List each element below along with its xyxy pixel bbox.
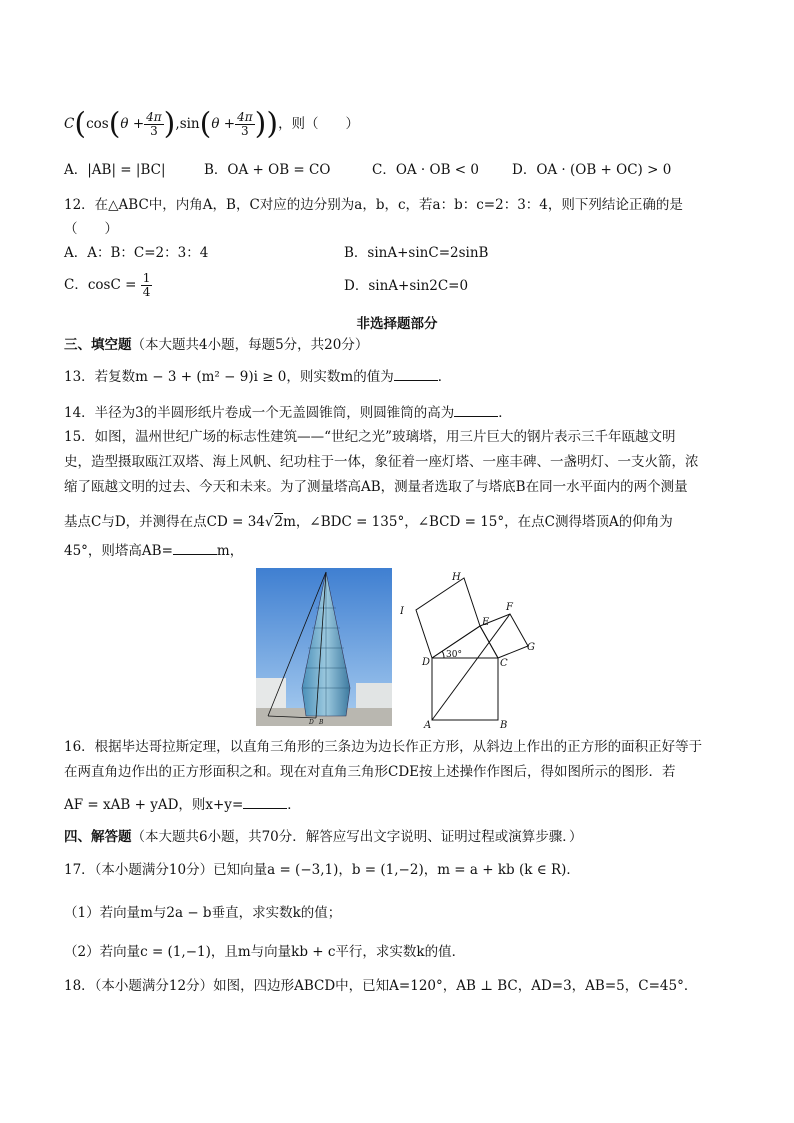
q17-sub2: （2）若向量c = (1,−1)，且m与向量kb + c平行，求实数k的值．	[64, 944, 466, 960]
q12-option-c[interactable]	[64, 268, 152, 302]
triangle-dec	[432, 626, 498, 658]
photo-label-b: B	[319, 719, 324, 726]
photo-label-d: D	[309, 719, 314, 726]
q15-line3: 缩了瓯越文明的过去、今天和未来。为了测量塔高AB，测量者选取了与塔底B在同一水平面内的两个测量	[64, 479, 688, 495]
q12-option-b[interactable]: B．sinA+sinC=2sinB	[344, 245, 489, 261]
label-angle-30: 30°	[446, 650, 462, 660]
q11-point-c: C(cos(θ + $\frac{4\pi}{3}$ ),sin(θ + $\frac{4\pi}{3}$ ))，则（ ）	[64, 106, 360, 142]
q11-option-d[interactable]: D．OA · (OB + OC) > 0	[512, 162, 672, 178]
q12-option-d[interactable]: D．sinA+sin2C=0	[344, 278, 469, 294]
square-abcd	[432, 658, 498, 720]
tower-photo	[256, 568, 392, 726]
q12-answer-paren: （ ）	[64, 221, 118, 237]
q17-stem: 17．（本小题满分10分）已知向量a = (−3,1)，b = (1,−2)，m = a + kb (k ∈ R)．	[64, 862, 580, 878]
q12-option-a[interactable]: A．A：B：C=2：3：4	[64, 245, 209, 261]
q12-stem: 12．在△ABC中，内角A，B，C对应的边分别为a，b，c，若a：b：c=2：3：4，则下列结论正确的是	[64, 197, 683, 213]
q16-line2: 在两直角边作出的正方形面积之和。现在对直角三角形CDE按上述操作作图后，得如图所示的图形．若	[64, 764, 676, 780]
q11-frac-2	[235, 111, 255, 138]
q15-line5	[64, 541, 243, 561]
q15-line5-post: m，	[216, 543, 244, 559]
frac-num: 1	[142, 271, 151, 285]
frac-den: 3	[150, 124, 158, 138]
q11-option-c[interactable]: C．OA · OB < 0	[372, 162, 479, 178]
q12-optc-prefix: C．cosC =	[64, 277, 137, 293]
q11-option-b[interactable]: B．OA + OB = CO	[204, 162, 331, 178]
q15-line1: 15．如图，温州世纪广场的标志性建筑——“世纪之光”玻璃塔，用三片巨大的钢片表示三千年瓯越文明	[64, 429, 676, 445]
frac-den: 3	[241, 124, 249, 138]
q16-line3-post: ．	[287, 797, 301, 813]
q17-sub1: （1）若向量m与2a − b垂直，求实数k的值；	[64, 905, 342, 921]
q15-line4-a: 基点C与D，并测得在点CD = 34	[64, 514, 265, 530]
big-paren-open: (	[74, 106, 87, 142]
q16-line1: 16．根据毕达哥拉斯定理，以直角三角形的三条边为边长作正方形，从斜边上作出的正方形的面积正好等于	[64, 739, 703, 755]
q12-optc-frac	[141, 272, 153, 299]
section3-heading	[64, 335, 368, 355]
label-c: C	[500, 658, 508, 669]
q16-answer-blank[interactable]	[243, 796, 287, 809]
q14-text: 14．半径为3的半圆形纸片卷成一个无盖圆锥筒，则圆锥筒的高为	[64, 405, 455, 421]
q11-cos: cos	[86, 116, 109, 132]
section-nonselect-heading: 非选择题部分	[356, 316, 438, 332]
q14-post: ．	[498, 405, 512, 421]
label-e: E	[482, 617, 490, 628]
big-paren-open-3: (	[199, 106, 212, 142]
square-de	[416, 578, 480, 658]
label-g: G	[527, 642, 535, 653]
q14	[64, 403, 512, 423]
q11-frac-1	[144, 111, 164, 138]
q11-option-a[interactable]: A．|AB| = |BC|	[64, 162, 166, 178]
q13-post: ．	[437, 369, 452, 385]
q11-c-label: C	[64, 116, 75, 132]
pythagoras-diagram	[400, 568, 540, 730]
label-f: F	[506, 602, 513, 613]
q13-text: 13．若复数m − 3 + (m² − 9)i ≥ 0，则实数m的值为	[64, 369, 394, 385]
label-h: H	[452, 572, 461, 583]
q13-answer-blank[interactable]	[394, 368, 438, 381]
label-a: A	[424, 720, 432, 730]
q11-theta-plus-2: θ +	[211, 116, 236, 132]
q16-line3-pre: AF = xAB + yAD，则x+y=	[64, 797, 244, 813]
building-right	[356, 683, 392, 708]
section3-desc: （本大题共4小题，每题5分，共20分）	[131, 337, 369, 353]
q11-tail-text: ，则（ ）	[278, 116, 360, 132]
label-d: D	[422, 657, 431, 668]
q11-theta-plus: θ +	[120, 116, 145, 132]
section4-desc: （本大题共6小题，共70分．解答应写出文字说明、证明过程或演算步骤．）	[131, 829, 583, 845]
q15-line4: 基点C与D，并测得在点CD = 34√2m，∠BDC = 135°，∠BCD = 15°，在点C测得塔顶A的仰角为	[64, 514, 673, 530]
q16-line3	[64, 795, 301, 815]
angle-arc	[442, 651, 444, 658]
big-paren-close-2: )	[254, 106, 267, 142]
q13	[64, 367, 451, 387]
q15-answer-blank[interactable]	[173, 542, 217, 555]
q14-answer-blank[interactable]	[454, 404, 498, 417]
q11-sin: sin	[179, 116, 200, 132]
q15-line4-b: m，∠BDC = 135°，∠BCD = 15°，在点C测得塔顶A的仰角为	[283, 514, 673, 530]
q15-line5-pre: 45°，则塔高AB=	[64, 543, 173, 559]
q15-line2: 史，造型摄取瓯江双塔、海上风帆、纪功柱于一体，象征着一座灯塔、一座丰碑、一盏明灯、一支火箭，浓	[64, 454, 699, 470]
frac-num: 4π	[237, 110, 253, 124]
label-i: I	[400, 606, 404, 617]
q18-stem: 18．（本小题满分12分）如图，四边形ABCD中，已知A=120°，AB ⊥ BC，AD=3，AB=5，C=45°．	[64, 978, 698, 994]
frac-num: 4π	[146, 110, 162, 124]
big-paren-close-3: )	[266, 106, 279, 142]
section4-heading	[64, 827, 583, 847]
big-paren-close: )	[163, 106, 176, 142]
section4-title: 四、解答题	[64, 829, 132, 845]
q15-sqrt: 2	[274, 514, 284, 530]
big-paren-open-2: (	[108, 106, 121, 142]
section3-title: 三、填空题	[64, 337, 132, 353]
label-b: B	[500, 720, 508, 730]
frac-den: 4	[142, 285, 151, 299]
